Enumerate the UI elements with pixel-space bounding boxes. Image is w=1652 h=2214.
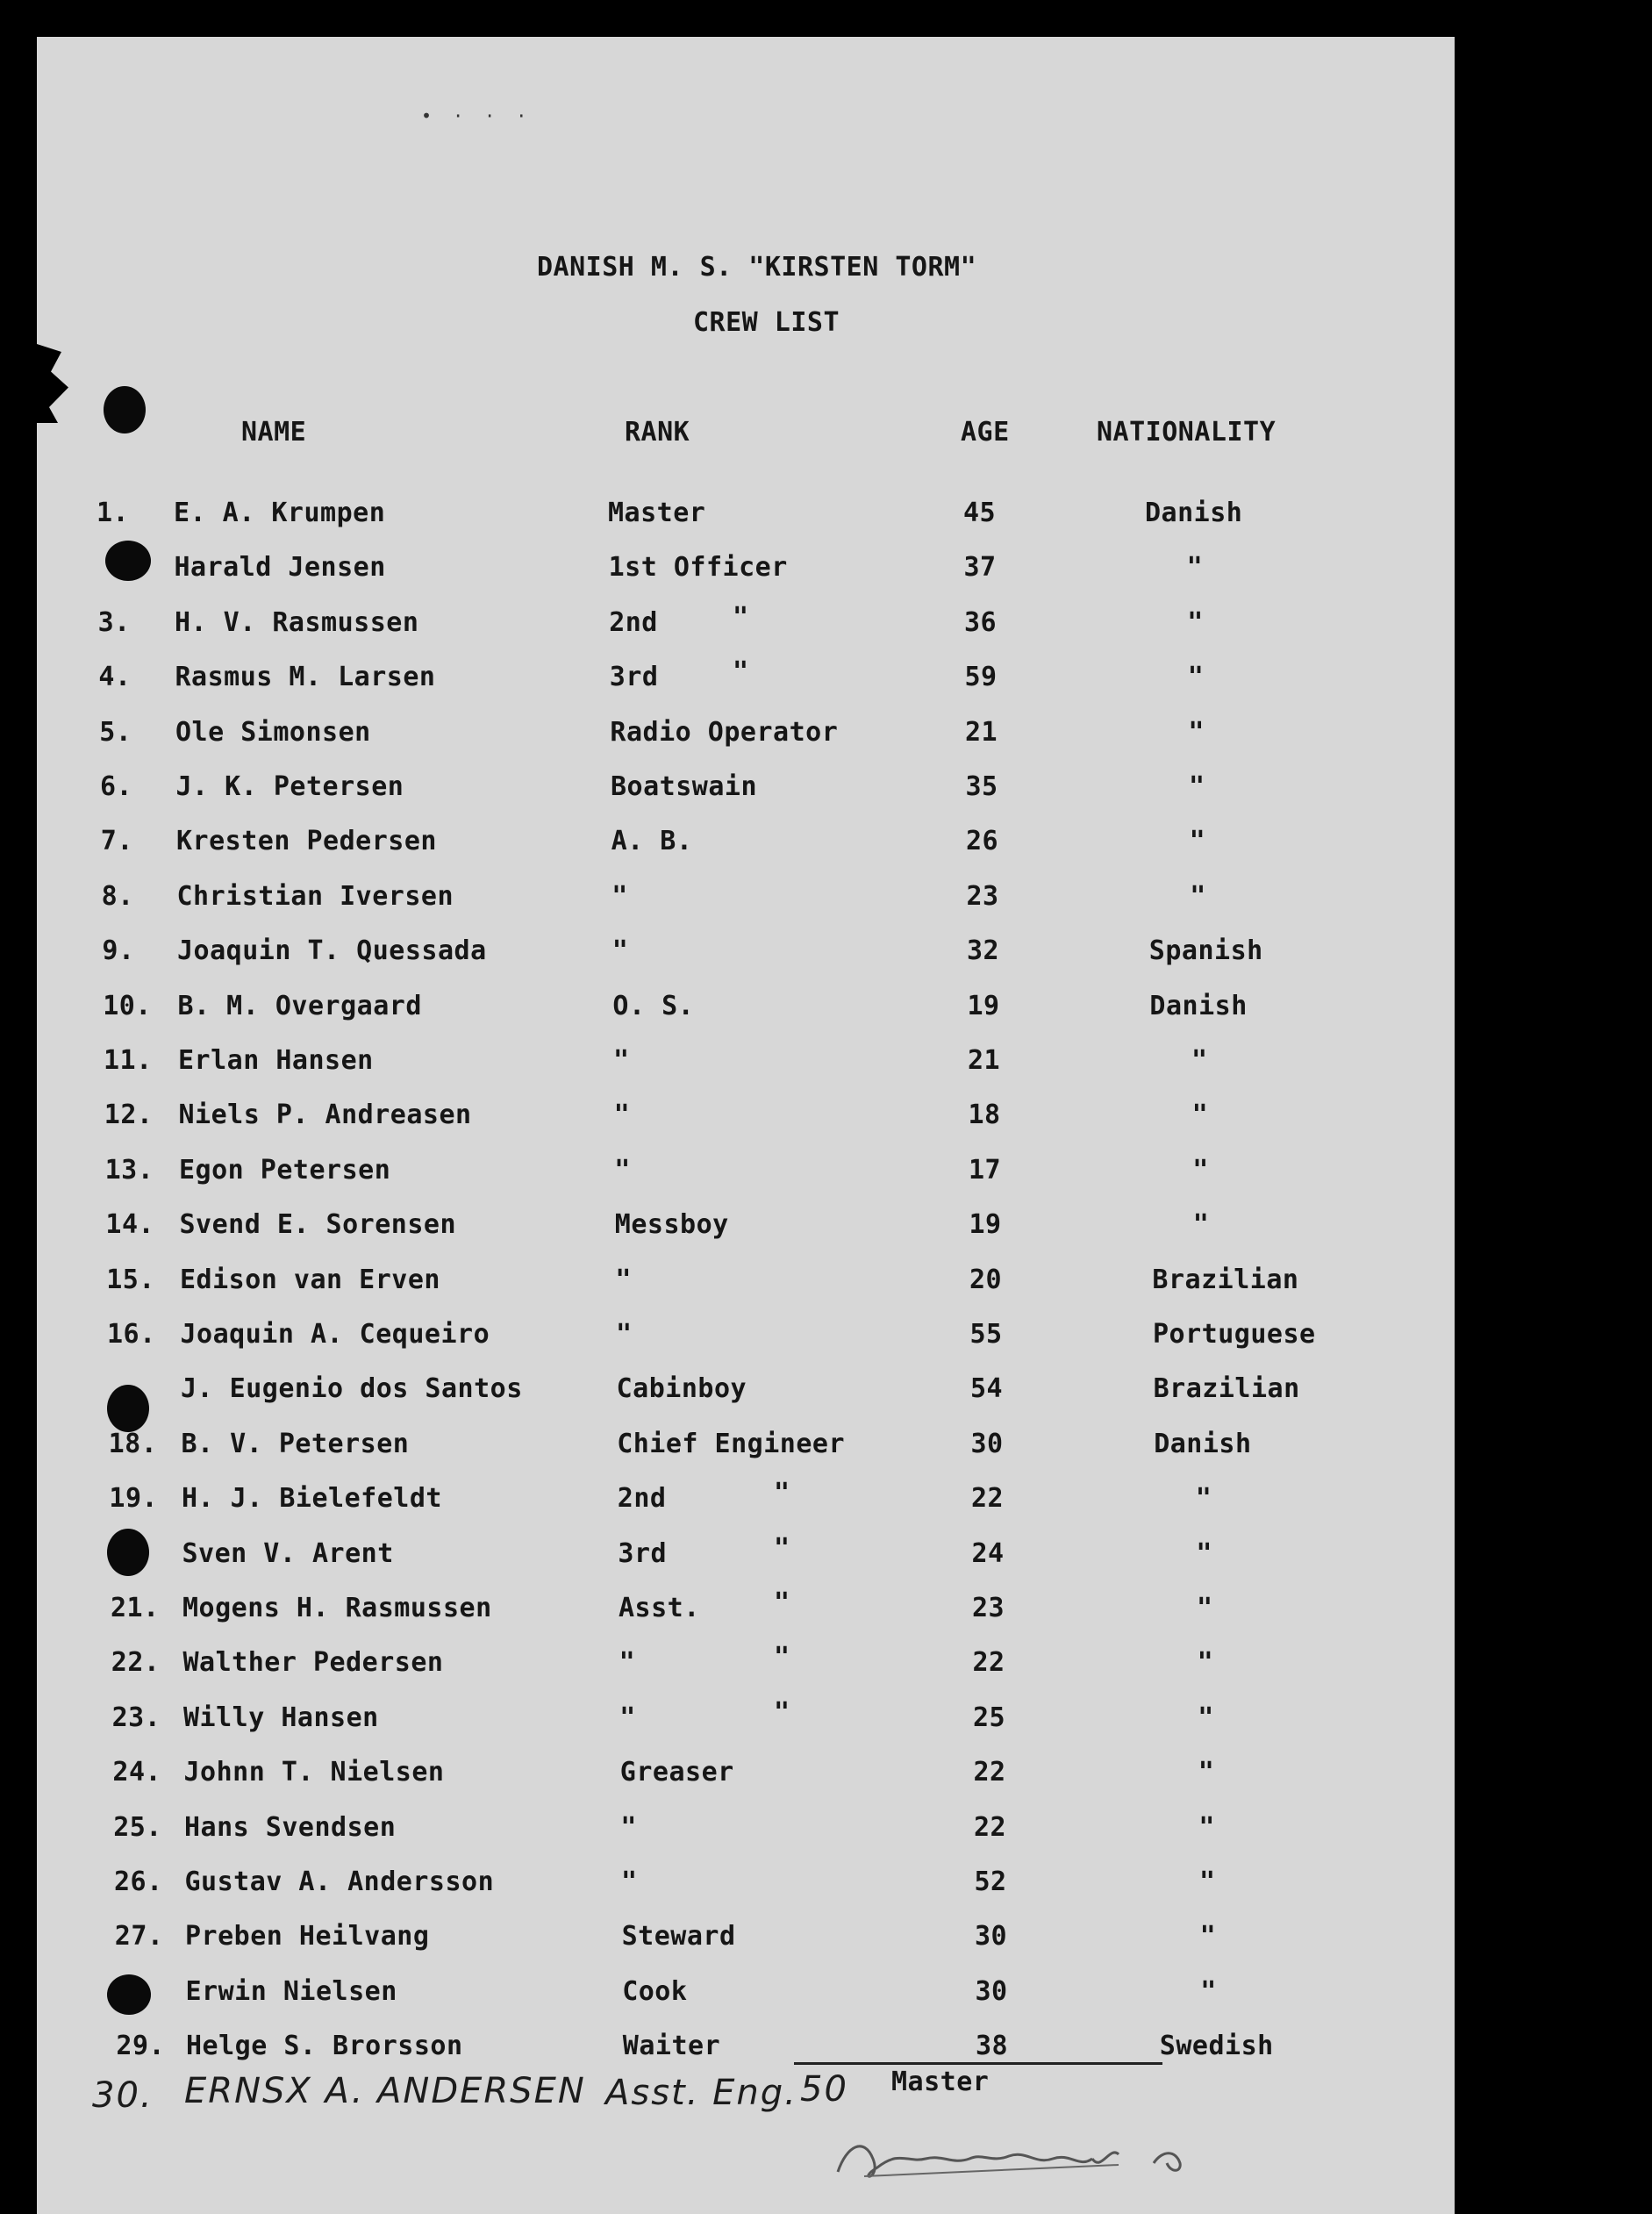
row-number: 13. — [104, 1155, 154, 1186]
row-number: 1. — [97, 498, 130, 528]
crew-nationality: Danish — [1149, 991, 1248, 1021]
row-number: 26. — [114, 1866, 163, 1897]
crew-name: Hans Svendsen — [184, 1812, 397, 1843]
row-number: 14. — [105, 1209, 155, 1240]
punch-hole — [105, 541, 151, 581]
crew-age: 32 — [967, 935, 1000, 966]
crew-rank-ditto: " — [774, 1533, 790, 1564]
row-number: 23. — [111, 1702, 161, 1733]
crew-name: J. Eugenio dos Santos — [181, 1373, 523, 1404]
crew-name: Egon Petersen — [179, 1155, 391, 1186]
row-number: 11. — [104, 1045, 153, 1076]
row-number: 4. — [98, 662, 132, 692]
crew-name: Gustav A. Andersson — [184, 1866, 495, 1897]
crew-nationality: Swedish — [1159, 2031, 1274, 2061]
crew-age: 23 — [972, 1593, 1005, 1623]
crew-name: Niels P. Andreasen — [178, 1100, 472, 1130]
crew-rank: " — [611, 881, 628, 912]
crew-nationality: " — [1196, 1538, 1212, 1569]
row-number: 3. — [97, 607, 131, 638]
crew-rank: Steward — [621, 1921, 736, 1952]
crew-rank: Messboy — [614, 1209, 729, 1240]
handwritten-age: 50 — [800, 2069, 848, 2110]
crew-age: 21 — [968, 1045, 1001, 1076]
header-age: AGE — [961, 417, 1010, 448]
crew-rank: Cabinboy — [616, 1373, 747, 1404]
crew-age: 22 — [974, 1812, 1007, 1843]
crew-rank-ditto: " — [774, 1642, 790, 1673]
row-number: 15. — [106, 1265, 155, 1295]
crew-name: Sven V. Arent — [182, 1538, 394, 1569]
crew-nationality: " — [1192, 1209, 1210, 1240]
row-number: 29. — [116, 2031, 166, 2061]
crew-name: Mogens H. Rasmussen — [182, 1593, 492, 1623]
header-nationality: NATIONALITY — [1097, 417, 1277, 448]
ship-title: DANISH M. S. "KIRSTEN TORM" — [537, 252, 977, 283]
crew-rank: " — [621, 1866, 638, 1897]
crew-name: Harald Jensen — [174, 552, 386, 583]
punch-hole — [104, 386, 146, 433]
crew-rank: " — [620, 1812, 637, 1843]
crew-name: Edison van Erven — [180, 1265, 440, 1295]
row-number: 16. — [107, 1319, 156, 1350]
crew-name: Christian Iversen — [176, 881, 454, 912]
crew-nationality: Spanish — [1148, 935, 1263, 966]
crew-rank-ditto: " — [774, 1697, 790, 1728]
crew-age: 30 — [975, 1976, 1008, 2007]
crew-nationality: " — [1189, 826, 1206, 856]
crew-rank: 1st Officer — [608, 552, 788, 583]
crew-name: Helge S. Brorsson — [186, 2031, 463, 2061]
crew-nationality: Danish — [1145, 498, 1243, 528]
crew-rank: Boatswain — [611, 771, 758, 802]
row-number: 5. — [99, 717, 132, 748]
crew-rank: " — [619, 1647, 636, 1678]
crew-name: E. A. Krumpen — [174, 498, 386, 528]
crew-age: 45 — [963, 498, 997, 528]
crew-rank: " — [613, 1045, 630, 1076]
crew-rank: " — [619, 1702, 636, 1733]
crew-age: 59 — [964, 662, 998, 692]
row-number: 6. — [100, 771, 133, 802]
crew-nationality: " — [1197, 1593, 1213, 1623]
crew-rank: Asst. — [619, 1593, 700, 1623]
crew-rank-ditto: " — [774, 1587, 790, 1618]
signature-underline — [794, 2062, 1162, 2065]
top-specks: • · · · — [421, 105, 533, 126]
crew-name: B. V. Petersen — [181, 1429, 410, 1459]
crew-nationality: " — [1197, 1647, 1214, 1678]
crew-nationality: " — [1189, 771, 1205, 802]
crew-nationality: " — [1198, 1757, 1215, 1788]
handwritten-name: ERNSX A. ANDERSEN — [184, 2071, 586, 2111]
crew-nationality: " — [1187, 662, 1205, 692]
crew-age: 54 — [970, 1373, 1004, 1404]
crew-name: Joaquin T. Quessada — [177, 935, 487, 966]
crew-age: 19 — [967, 991, 1000, 1021]
crew-age: 30 — [975, 1921, 1008, 1952]
header-name: NAME — [241, 417, 307, 448]
crew-name: B. M. Overgaard — [177, 991, 422, 1021]
crew-age: 26 — [966, 826, 999, 856]
crew-rank: 3rd — [618, 1538, 668, 1569]
crew-nationality: Brazilian — [1152, 1265, 1299, 1295]
crew-age: 18 — [968, 1100, 1001, 1130]
crew-age: 23 — [966, 881, 999, 912]
crew-list-title: CREW LIST — [693, 307, 840, 338]
crew-nationality: Brazilian — [1153, 1373, 1300, 1404]
crew-name: Johnn T. Nielsen — [183, 1757, 445, 1788]
crew-nationality: " — [1186, 552, 1204, 583]
crew-age: 22 — [973, 1757, 1006, 1788]
row-number: 9. — [102, 935, 135, 966]
crew-age: 25 — [973, 1702, 1006, 1733]
crew-rank: A. B. — [611, 826, 693, 856]
crew-name: Walther Pedersen — [182, 1647, 444, 1678]
crew-rank: Cook — [622, 1976, 688, 2007]
row-number: 22. — [111, 1647, 161, 1678]
crew-name: Joaquin A. Cequeiro — [180, 1319, 490, 1350]
punch-hole — [107, 1385, 149, 1432]
crew-nationality: " — [1199, 1921, 1217, 1952]
crew-rank: " — [613, 1100, 631, 1130]
row-number: 12. — [104, 1100, 154, 1130]
crew-age: 36 — [964, 607, 998, 638]
crew-name: J. K. Petersen — [175, 771, 404, 802]
crew-nationality: " — [1200, 1976, 1217, 2007]
row-number: 19. — [109, 1483, 159, 1514]
crew-rank: Master — [608, 498, 706, 528]
crew-rank: O. S. — [612, 991, 695, 1021]
crew-age: 19 — [969, 1209, 1002, 1240]
punch-hole — [107, 1974, 151, 2015]
crew-rank: Greaser — [619, 1757, 734, 1788]
master-label: Master — [891, 2067, 990, 2097]
crew-rank: Radio Operator — [610, 717, 839, 748]
handwritten-number: 30. — [92, 2075, 154, 2116]
crew-rank: 2nd — [617, 1483, 667, 1514]
crew-nationality: Portuguese — [1153, 1319, 1316, 1350]
crew-rank-ditto: " — [733, 602, 749, 633]
crew-nationality: " — [1192, 1155, 1209, 1186]
crew-nationality: " — [1198, 1702, 1214, 1733]
row-number: 25. — [113, 1812, 162, 1843]
crew-name: Preben Heilvang — [185, 1921, 430, 1952]
crew-name: H. J. Bielefeldt — [182, 1483, 442, 1514]
crew-name: Ole Simonsen — [175, 717, 371, 748]
crew-rank: Chief Engineer — [617, 1429, 846, 1459]
crew-nationality: " — [1187, 607, 1204, 638]
crew-age: 20 — [969, 1265, 1003, 1295]
crew-age: 37 — [963, 552, 997, 583]
crew-age: 24 — [971, 1538, 1005, 1569]
punch-hole — [107, 1529, 149, 1576]
crew-rank: 3rd — [609, 662, 659, 692]
row-number: 7. — [100, 826, 133, 856]
header-rank: RANK — [625, 417, 690, 448]
row-number: 8. — [101, 881, 134, 912]
crew-age: 21 — [965, 717, 998, 748]
crew-age: 22 — [971, 1483, 1005, 1514]
row-number: 24. — [112, 1757, 162, 1788]
row-number: 27. — [114, 1921, 164, 1952]
crew-nationality: " — [1199, 1866, 1216, 1897]
crew-rank: " — [614, 1155, 631, 1186]
crew-rank: " — [615, 1265, 632, 1295]
crew-name: Willy Hansen — [183, 1702, 379, 1733]
master-signature — [829, 2110, 1224, 2189]
row-number: 21. — [111, 1593, 160, 1623]
crew-rank: Waiter — [622, 2031, 721, 2061]
crew-nationality: " — [1190, 881, 1206, 912]
crew-rank: " — [616, 1319, 633, 1350]
crew-age: 22 — [972, 1647, 1005, 1678]
crew-age: 38 — [976, 2031, 1009, 2061]
crew-age: 52 — [974, 1866, 1007, 1897]
crew-rank-ditto: " — [774, 1478, 790, 1508]
crew-nationality: " — [1195, 1483, 1212, 1514]
crew-nationality: " — [1198, 1812, 1215, 1843]
handwritten-rank: Asst. Eng. — [605, 2073, 797, 2113]
crew-nationality: " — [1191, 1100, 1209, 1130]
crew-age: 55 — [969, 1319, 1003, 1350]
row-number: 18. — [108, 1429, 158, 1459]
crew-nationality: " — [1191, 1045, 1208, 1076]
crew-age: 35 — [965, 771, 998, 802]
crew-rank: " — [611, 935, 629, 966]
crew-name: Kresten Pedersen — [176, 826, 437, 856]
crew-age: 30 — [970, 1429, 1004, 1459]
crew-nationality: " — [1188, 717, 1205, 748]
crew-name: Rasmus M. Larsen — [175, 662, 436, 692]
crew-name: H. V. Rasmussen — [175, 607, 419, 638]
crew-nationality: Danish — [1154, 1429, 1252, 1459]
crew-age: 17 — [969, 1155, 1002, 1186]
crew-rank-ditto: " — [733, 656, 749, 687]
row-number: 10. — [103, 991, 152, 1021]
crew-rank: 2nd — [609, 607, 658, 638]
crew-name: Erwin Nielsen — [185, 1976, 397, 2007]
crew-name: Erlan Hansen — [178, 1045, 374, 1076]
crew-name: Svend E. Sorensen — [179, 1209, 457, 1240]
